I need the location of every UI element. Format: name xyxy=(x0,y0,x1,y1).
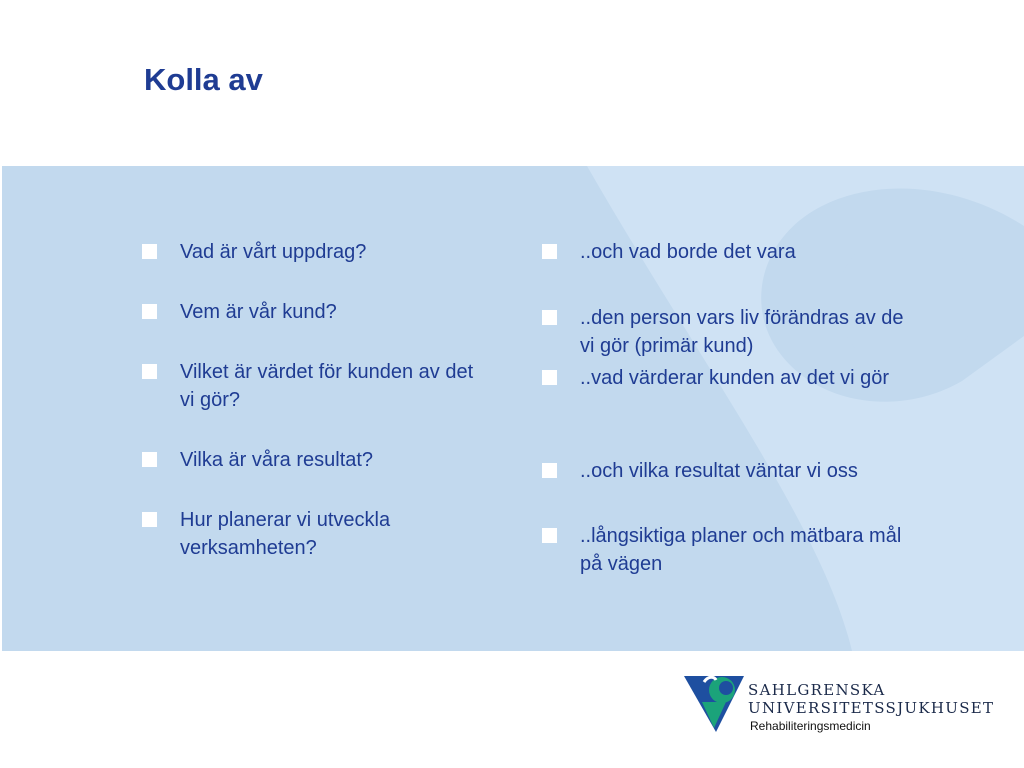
logo-name-line-1: SAHLGRENSKA xyxy=(748,681,886,699)
list-item-text: ..och vilka resultat väntar vi oss xyxy=(580,460,858,482)
list-item-text: Vilka är våra resultat? xyxy=(180,449,374,471)
list-item-text: Vem är vår kund? xyxy=(180,301,337,323)
logo-watermark xyxy=(2,166,1024,651)
bullet-square xyxy=(542,370,557,385)
logo-name-line-2: UNIVERSITETSSJUKHUSET xyxy=(748,699,995,717)
bullet-square xyxy=(142,512,157,527)
list-item-text: ..vad värderar kunden av det vi gör xyxy=(580,367,890,389)
hospital-logo-icon xyxy=(682,672,746,736)
bullet-square xyxy=(542,310,557,325)
list-item-text: Vad är vårt uppdrag? xyxy=(180,241,367,263)
content-panel xyxy=(2,166,1024,651)
bullet-square xyxy=(542,528,557,543)
bullet-square xyxy=(142,452,157,467)
bullet-square xyxy=(542,244,557,259)
bullet-square xyxy=(542,463,557,478)
list-item-text: Hur planerar vi utveckla verksamheten? xyxy=(180,509,391,559)
bullet-square xyxy=(142,244,157,259)
list-item-text: ..den person vars liv förändras av de vi gör (primär kund) xyxy=(580,307,904,357)
list-item-text: Vilket är värdet för kunden av det vi gör? xyxy=(180,361,474,411)
logo-department: Rehabiliteringsmedicin xyxy=(750,719,871,733)
list-item-text: ..långsiktiga planer och mätbara mål på vägen xyxy=(580,525,902,575)
bullet-square xyxy=(142,304,157,319)
bullet-square xyxy=(142,364,157,379)
logo-name xyxy=(748,681,994,717)
slide-title: Kolla av xyxy=(144,62,263,97)
list-item-text: ..och vad borde det vara xyxy=(580,241,796,263)
